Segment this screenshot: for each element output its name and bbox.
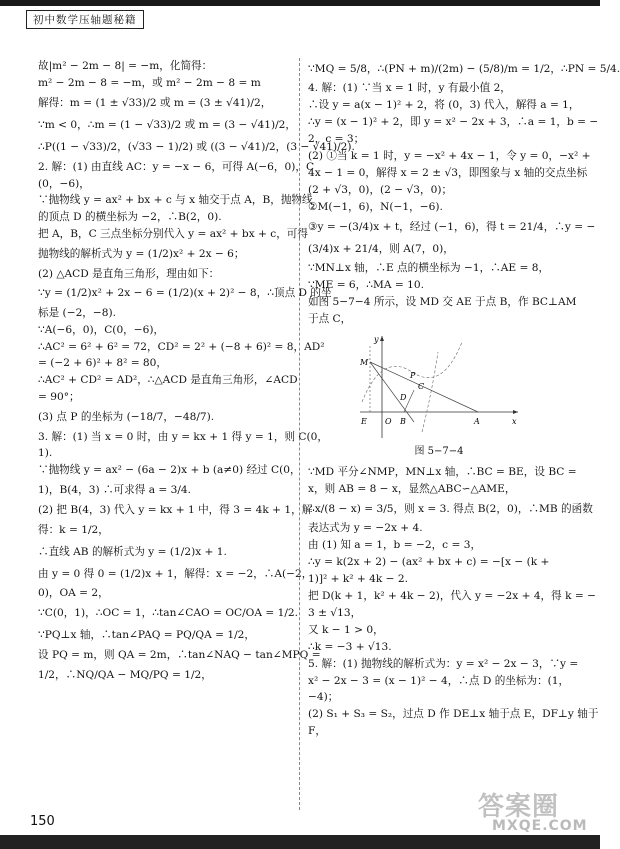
line-md — [370, 362, 414, 422]
watermark-logo: 答案圈 — [478, 792, 560, 822]
text-line: 设 PQ = m，则 QA = 2m，∴tan∠NAQ − tan∠MPQ = — [38, 648, 321, 661]
label-d: D — [400, 392, 407, 402]
column-divider — [299, 58, 300, 810]
text-line: x² − 2x − 3 = (x − 1)² − 4，∴点 D 的坐标为：(1， — [308, 674, 570, 687]
text-line: 5. 解：(1) 抛物线的解析式为：y = x² − 2x − 3，∵y = — [308, 657, 579, 670]
right-column — [308, 58, 620, 740]
text-line: ∴k = −3 + √13. — [308, 640, 392, 653]
label-m: M — [360, 357, 369, 367]
label-e: E — [361, 416, 367, 426]
text-line: 由 y = 0 得 0 = (1/2)x + 1，解得：x = −2，∴A(−2， — [38, 567, 313, 580]
text-line: 0)，OA = 2， — [38, 587, 109, 600]
text-line: 由 (1) 知 a = 1，b = −2，c = 3， — [308, 539, 482, 551]
label-y: y — [374, 334, 379, 344]
text-line: ∵C(0，1)，∴OC = 1，∴tan∠CAO = OC/OA = 1/2. — [38, 607, 299, 620]
text-line: ∴直线 AB 的解析式为 y = (1/2)x + 1. — [38, 545, 227, 558]
right-column-bottom — [308, 464, 599, 740]
text-line: 3. 解：(1) 当 x = 0 时，由 y = kx + 1 得 y = 1，则 C(0， — [38, 430, 328, 443]
text-line: m² − 2m − 8 = −m，或 m² − 2m − 8 = m — [38, 76, 261, 89]
text-line: 解得：m = (1 ± √33)/2 或 m = (3 ± √41)/2， — [38, 96, 272, 109]
text-line: 于点 C， — [308, 313, 352, 326]
figure-5-7-4 — [352, 332, 522, 442]
text-line: 抛物线的解析式为 y = (1/2)x² + 2x − 6； — [38, 248, 245, 261]
text-line: 1)]² + k² + 4k − 2. — [308, 572, 409, 585]
bottom-bar — [0, 835, 600, 849]
y-axis-arrow-icon — [380, 336, 384, 341]
text-line: = 90°； — [38, 391, 80, 404]
text-line: (3) 点 P 的坐标为 (−18/7，−48/7). — [38, 411, 215, 424]
text-line: (2) 把 B(4，3) 代入 y = kx + 1 中，得 3 = 4k + 1，解 — [38, 503, 313, 516]
text-line: ∵抛物线 y = ax² + bx + c 与 x 轴交于点 A，B，抛物线 — [38, 194, 313, 207]
label-o: O — [385, 416, 392, 426]
text-line: 如图 5−7−4 所示，设 MD 交 AE 于点 B，作 BC⊥AM — [308, 296, 577, 309]
text-line: ∵m < 0，∴m = (1 − √33)/2 或 m = (3 − √41)/2， — [38, 119, 297, 132]
text-line: ∵ME = 6，∴MA = 10. — [308, 279, 424, 292]
label-c: C — [418, 381, 425, 391]
text-line: 1). — [38, 447, 53, 460]
text-line: 标是 (−2，−8). — [38, 306, 117, 319]
x-axis-arrow-icon — [513, 410, 518, 414]
text-line: ∵A(−6，0)，C(0，−6)， — [38, 323, 165, 336]
text-line: 2. 解：(1) 由直线 AC：y = −x − 6，可得 A(−6，0)，C — [38, 160, 315, 173]
text-line: 4. 解：(1) ∵当 x = 1 时，y 有最小值 2， — [308, 82, 511, 95]
text-line: = (−2 + 6)² + 8² = 80， — [38, 357, 168, 370]
page-number: 150 — [30, 814, 55, 829]
label-b: B — [400, 416, 406, 426]
text-line: 2，c = 3； — [308, 133, 365, 146]
text-line: 的顶点 D 的横坐标为 −2，∴B(2，0). — [38, 211, 222, 224]
text-line: ∵MQ = 5/8，∴(PN + m)/(2m) − (5/8)/m = 1/2，∴PN = 5/4. — [308, 63, 620, 75]
watermark-url: MXQE.COM — [492, 818, 588, 834]
text-line: ∴设 y = a(x − 1)² + 2，将 (0，3) 代入，解得 a = 1， — [308, 99, 580, 112]
text-line: (2 + √3，0)，(2 − √3，0)； — [308, 183, 453, 196]
text-line: 又 k − 1 > 0， — [308, 623, 384, 636]
text-line: ∵PQ⊥x 轴，∴tan∠PAQ = PQ/QA = 1/2， — [38, 629, 255, 642]
text-line: 1)，B(4，3) ∴可求得 a = 3/4. — [38, 484, 192, 497]
label-a: A — [474, 416, 480, 426]
text-line: (2) S₁ + S₃ = S₂，过点 D 作 DE⊥x 轴于点 E，DF⊥y 轴于 — [308, 708, 599, 721]
text-line: ∴P((1 − √33)/2，(√33 − 1)/2) 或 ((3 − √41)/2，(3 − √41)/2). — [38, 141, 355, 154]
text-line: 4x − 1 = 0，解得 x = 2 ± √3，即图象与 x 轴的交点坐标 — [308, 166, 588, 179]
text-line: (2) ①当 k = 1 时，y = −x² + 4x − 1，令 y = 0，−x² + — [308, 149, 591, 162]
right-column-top — [308, 58, 620, 328]
text-line: 故|m² − 2m − 8| = −m，化简得： — [38, 60, 213, 72]
text-line: (3/4)x + 21/4，则 A(7，0)， — [308, 242, 454, 255]
text-line: ∵MD 平分∠NMP，MN⊥x 轴，∴BC = BE，设 BC = — [308, 465, 577, 478]
text-line: ∴y = (x − 1)² + 2，即 y = x² − 2x + 3，∴a = 1，b = − — [308, 116, 599, 129]
running-header: 初中数学压轴题秘籍 — [26, 10, 144, 29]
text-line: ∴AC² = 6² + 6² = 72，CD² = 2² + (−8 + 6)² = 8，AD² — [38, 340, 325, 353]
text-line: ∴y = k(2x + 2) − (ax² + bx + c) = −[x − (k + — [308, 555, 550, 568]
text-line: ∵y = (1/2)x² + 2x − 6 = (1/2)(x + 2)² − 8，∴顶点 D 的坐 — [38, 287, 332, 300]
text-line: ∴x/(8 − x) = 3/5，则 x = 3. 得点 B(2，0)，∴MB 的函数 — [308, 502, 593, 515]
text-line: F， — [308, 725, 326, 738]
text-line: (2) △ACD 是直角三角形，理由如下： — [38, 267, 220, 280]
text-line: 3 ± √13， — [308, 606, 362, 619]
text-line: ∵MN⊥x 轴，∴E 点的横坐标为 −1，∴AE = 8， — [308, 262, 550, 275]
text-line: (0，−6)， — [38, 177, 90, 190]
text-line: 把 D(k + 1，k² + 4k − 2)，代入 y = −2x + 4，得 k = − — [308, 589, 597, 602]
text-line: ∴AC² + CD² = AD²，∴△ACD 是直角三角形，∠ACD — [38, 374, 298, 387]
text-line: 得：k = 1/2， — [38, 523, 109, 536]
label-p: P — [410, 370, 416, 380]
text-line: ③y = −(3/4)x + t，经过 (−1，6)，得 t = 21/4，∴y = − — [308, 220, 596, 233]
coordinate-diagram — [352, 332, 522, 442]
top-bar — [0, 0, 600, 6]
text-line: ②M(−1，6)，N(−1，−6). — [308, 200, 443, 213]
text-line: 把 A，B，C 三点坐标分别代入 y = ax² + bx + c，可得 — [38, 228, 308, 241]
text-line: ∵抛物线 y = ax² − (6a − 2)x + b (a≠0) 经过 C(0， — [38, 464, 301, 477]
text-line: 1/2，∴NQ/QA − MQ/PQ = 1/2， — [38, 668, 212, 681]
text-line: 表达式为 y = −2x + 4. — [308, 522, 423, 535]
text-line: x，则 AB = 8 − x，显然△ABC∽△AME， — [308, 482, 516, 495]
figure-caption: 图 5−7−4 — [414, 445, 464, 457]
text-line: −4)； — [308, 691, 339, 704]
label-x: x — [512, 416, 517, 426]
